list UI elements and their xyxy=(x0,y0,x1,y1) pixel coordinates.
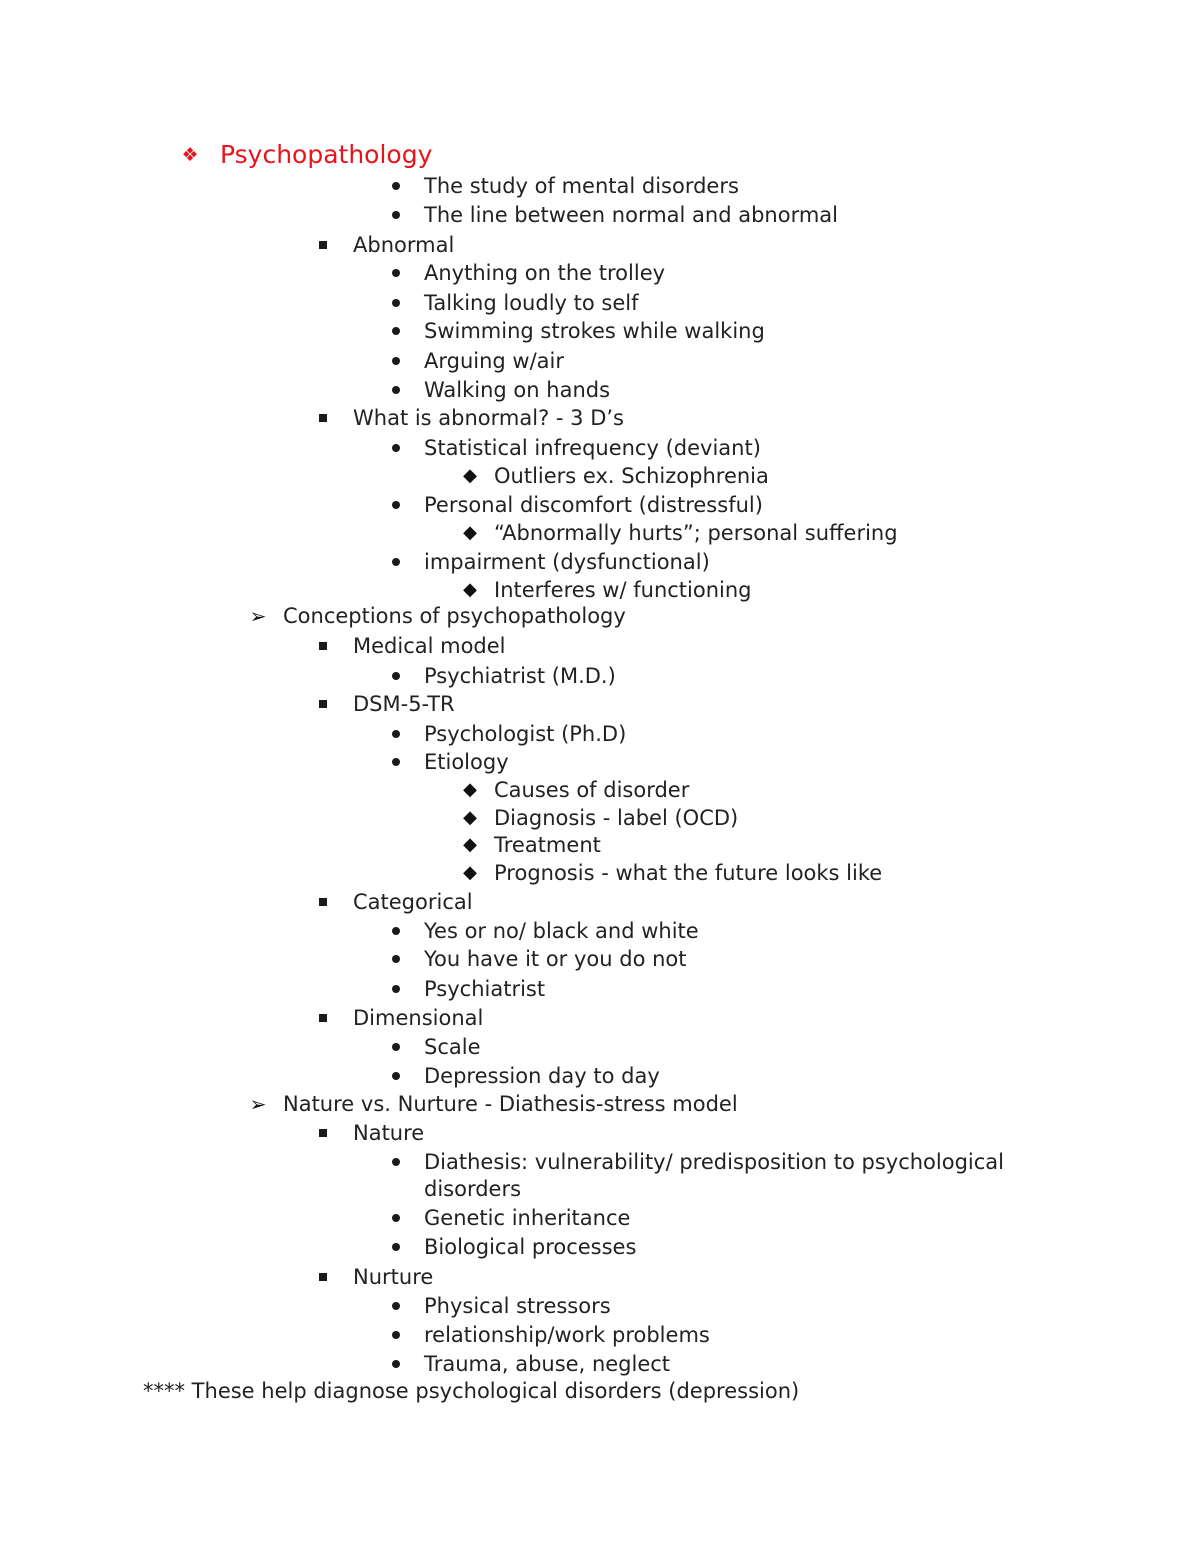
list-item-text: Psychiatrist xyxy=(424,977,546,1001)
list-item-text: Walking on hands xyxy=(424,378,611,402)
bullet-dot-icon xyxy=(382,747,410,777)
list-item-text: Biological processes xyxy=(424,1235,637,1259)
list-item-text: Genetic inheritance xyxy=(424,1206,631,1230)
bullet-dot-icon xyxy=(382,719,410,749)
bullet-diamond-icon: ◆ xyxy=(463,779,477,800)
bullet-dot-icon xyxy=(382,1032,410,1062)
bullet-dot-icon xyxy=(382,916,410,946)
list-item-text: impairment (dysfunctional) xyxy=(424,550,710,574)
bullet-dot-icon xyxy=(382,1147,410,1177)
bullet-square-icon xyxy=(309,689,337,719)
bullet-dot-icon xyxy=(382,974,410,1004)
bullet-dot-icon xyxy=(382,200,410,230)
bullet-dot-icon xyxy=(382,433,410,463)
bullet-square-icon xyxy=(309,1262,337,1292)
bullet-dot-icon xyxy=(382,171,410,201)
list-item-text: The study of mental disorders xyxy=(424,174,739,198)
list-item-text: Causes of disorder xyxy=(494,778,690,802)
list-item-text: Nurture xyxy=(353,1265,434,1289)
list-item-text: Prognosis - what the future looks like xyxy=(494,861,883,885)
list-item-text: DSM-5-TR xyxy=(353,692,455,716)
bullet-dot-icon xyxy=(382,346,410,376)
list-item-text: Trauma, abuse, neglect xyxy=(424,1352,671,1376)
bullet-dot-icon xyxy=(382,316,410,346)
list-item-text: disorders xyxy=(424,1177,522,1201)
bullet-diamond-icon: ◆ xyxy=(463,522,477,543)
bullet-square-icon xyxy=(309,631,337,661)
bullet-dot-icon xyxy=(382,288,410,318)
list-item-text: Categorical xyxy=(353,890,473,914)
bullet-dot-icon xyxy=(382,258,410,288)
list-item-text: Treatment xyxy=(494,833,601,857)
bullet-dot-icon xyxy=(382,1349,410,1379)
list-item-text: Medical model xyxy=(353,634,506,658)
list-item-text: Outliers ex. Schizophrenia xyxy=(494,464,769,488)
list-item-text: The line between normal and abnormal xyxy=(424,203,839,227)
list-item-text: Diagnosis - label (OCD) xyxy=(494,806,739,830)
bullet-dot-icon xyxy=(382,1232,410,1262)
bullet-square-icon xyxy=(309,403,337,433)
list-item-text: Dimensional xyxy=(353,1006,484,1030)
bullet-dot-icon xyxy=(382,1320,410,1350)
bullet-arrow-icon: ➢ xyxy=(249,1092,267,1116)
bullet-square-icon xyxy=(309,887,337,917)
list-item-text: Abnormal xyxy=(353,233,455,257)
list-item-text: Arguing w/air xyxy=(424,349,565,373)
list-item-text: Depression day to day xyxy=(424,1064,660,1088)
list-item-text: Statistical infrequency (deviant) xyxy=(424,436,761,460)
list-item-text: Anything on the trolley xyxy=(424,261,666,285)
bullet-square-icon xyxy=(309,1118,337,1148)
list-item-text: Swimming strokes while walking xyxy=(424,319,765,343)
list-item-text: “Abnormally hurts”; personal suffering xyxy=(494,521,898,545)
bullet-diamond-icon: ◆ xyxy=(463,807,477,828)
bullet-diamond-icon: ◆ xyxy=(463,579,477,600)
list-item-text: What is abnormal? - 3 D’s xyxy=(353,406,624,430)
list-item-text: Personal discomfort (distressful) xyxy=(424,493,763,517)
bullet-dot-icon xyxy=(382,375,410,405)
footer-text: **** These help diagnose psychological disorders (depression) xyxy=(143,1379,800,1403)
list-item-text: Talking loudly to self xyxy=(424,291,639,315)
bullet-arrow-icon: ➢ xyxy=(249,604,267,628)
list-item-text: Nature vs. Nurture - Diathesis-stress model xyxy=(283,1092,738,1116)
bullet-diamond-icon: ◆ xyxy=(463,862,477,883)
bullet-dot-icon xyxy=(382,547,410,577)
bullet-diamond-icon: ◆ xyxy=(463,465,477,486)
list-item-text: Physical stressors xyxy=(424,1294,611,1318)
list-item-text: Yes or no/ black and white xyxy=(424,919,699,943)
bullet-square-icon xyxy=(309,230,337,260)
list-item-text: You have it or you do not xyxy=(424,947,687,971)
bullet-diamond-icon: ◆ xyxy=(463,834,477,855)
bullet-square-icon xyxy=(309,1003,337,1033)
list-item-text: Psychiatrist (M.D.) xyxy=(424,664,616,688)
bullet-dot-icon xyxy=(382,490,410,520)
bullet-dot-icon xyxy=(382,661,410,691)
list-item-text: Etiology xyxy=(424,750,509,774)
list-item-text: Conceptions of psychopathology xyxy=(283,604,626,628)
bullet-dot-icon xyxy=(382,1061,410,1091)
list-item-text: Scale xyxy=(424,1035,481,1059)
list-item-text: Nature xyxy=(353,1121,425,1145)
bullet-dot-icon xyxy=(382,1203,410,1233)
list-item-text: Psychologist (Ph.D) xyxy=(424,722,627,746)
list-item-text: relationship/work problems xyxy=(424,1323,710,1347)
title-text: Psychopathology xyxy=(220,140,433,169)
bullet-dot-icon xyxy=(382,1291,410,1321)
diamond-cluster-icon: ❖ xyxy=(181,144,199,166)
bullet-dot-icon xyxy=(382,944,410,974)
list-item-text: Diathesis: vulnerability/ predisposition to psychological xyxy=(424,1150,1004,1174)
list-item-text: Interferes w/ functioning xyxy=(494,578,752,602)
